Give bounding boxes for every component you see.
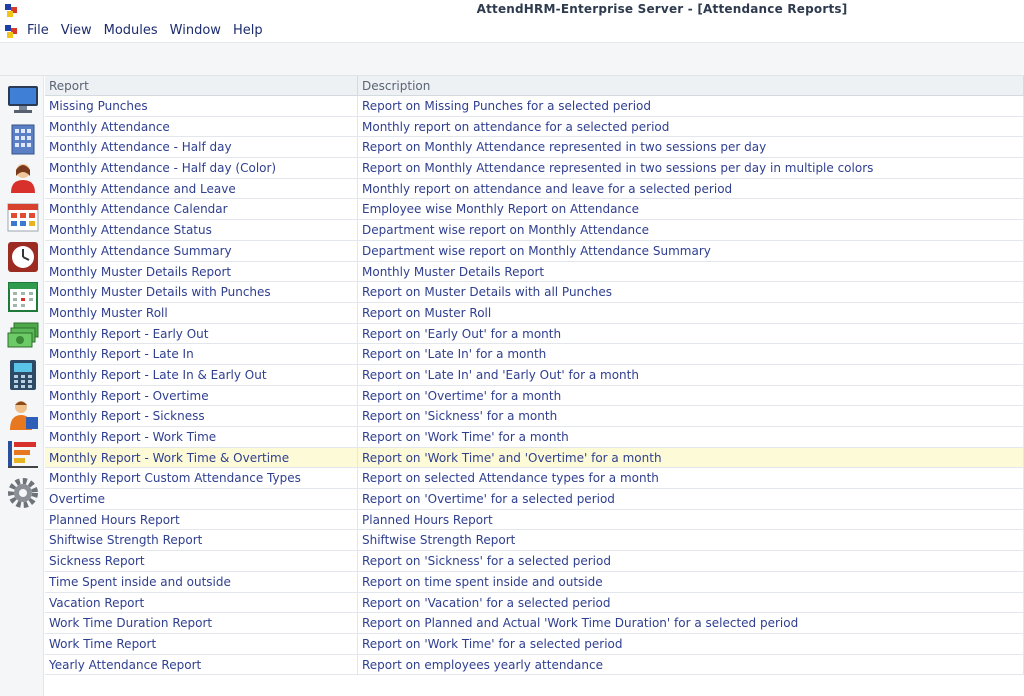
report-name-cell[interactable]: Monthly Attendance Status [45,220,358,240]
table-row[interactable] [45,199,1024,220]
report-name-cell[interactable]: Vacation Report [45,593,358,613]
report-name-cell[interactable]: Sickness Report [45,551,358,571]
report-description-cell[interactable]: Report on 'Overtime' for a month [358,386,1024,406]
report-name-cell[interactable]: Monthly Muster Roll [45,303,358,323]
report-description-cell[interactable]: Report on 'Late In' for a month [358,344,1024,364]
report-name-cell[interactable]: Monthly Report - Sickness [45,406,358,426]
table-row[interactable] [45,510,1024,531]
report-description-cell[interactable]: Report on Planned and Actual 'Work Time Duration' for a selected period [358,613,1024,633]
table-row[interactable] [45,365,1024,386]
menu-bar [0,20,1024,42]
report-name-cell[interactable]: Monthly Report - Overtime [45,386,358,406]
table-row[interactable] [45,551,1024,572]
report-name-cell[interactable]: Work Time Report [45,634,358,654]
table-row[interactable] [45,593,1024,614]
table-row[interactable] [45,241,1024,262]
report-name-cell[interactable]: Monthly Muster Details with Punches [45,282,358,302]
column-header-description[interactable]: Description [358,76,1024,95]
report-description-cell[interactable]: Employee wise Monthly Report on Attendance [358,199,1024,219]
report-description-cell[interactable]: Report on employees yearly attendance [358,655,1024,675]
report-name-cell[interactable]: Monthly Report - Late In & Early Out [45,365,358,385]
report-name-cell[interactable]: Monthly Attendance - Half day [45,137,358,157]
report-name-cell[interactable]: Monthly Attendance Summary [45,241,358,261]
table-row[interactable] [45,613,1024,634]
report-name-cell[interactable]: Overtime [45,489,358,509]
grid-header [45,76,1024,96]
table-row[interactable] [45,386,1024,407]
calendar-icon[interactable] [6,200,40,234]
report-description-cell[interactable]: Report on Missing Punches for a selected period [358,96,1024,116]
terminal-icon[interactable] [6,358,40,392]
table-row[interactable] [45,448,1024,469]
menu-file[interactable]: File [27,23,49,38]
report-name-cell[interactable]: Shiftwise Strength Report [45,530,358,550]
employee-icon[interactable] [6,160,40,194]
report-name-cell[interactable]: Missing Punches [45,96,358,116]
table-row[interactable] [45,158,1024,179]
table-row[interactable] [45,489,1024,510]
table-row[interactable] [45,530,1024,551]
report-description-cell[interactable]: Report on 'Late In' and 'Early Out' for a month [358,365,1024,385]
report-description-cell[interactable]: Planned Hours Report [358,510,1024,530]
report-description-cell[interactable]: Report on Muster Roll [358,303,1024,323]
report-name-cell[interactable]: Monthly Report - Work Time [45,427,358,447]
table-row[interactable] [45,572,1024,593]
report-name-cell[interactable]: Monthly Report - Work Time & Overtime [45,448,358,468]
report-name-cell[interactable]: Monthly Report - Early Out [45,324,358,344]
table-row[interactable] [45,655,1024,676]
table-row[interactable] [45,406,1024,427]
table-row[interactable] [45,344,1024,365]
table-row[interactable] [45,634,1024,655]
report-name-cell[interactable]: Monthly Muster Details Report [45,262,358,282]
report-description-cell[interactable]: Report on 'Sickness' for a month [358,406,1024,426]
report-description-cell[interactable]: Monthly report on attendance and leave for a selected period [358,179,1024,199]
report-description-cell[interactable]: Report on Muster Details with all Punches [358,282,1024,302]
report-name-cell[interactable]: Time Spent inside and outside [45,572,358,592]
reports-grid [45,76,1024,696]
report-description-cell[interactable]: Monthly report on attendance for a selected period [358,117,1024,137]
table-row[interactable] [45,262,1024,283]
report-name-cell[interactable]: Monthly Report Custom Attendance Types [45,468,358,488]
report-description-cell[interactable]: Shiftwise Strength Report [358,530,1024,550]
schedule-icon[interactable] [6,280,40,314]
table-row[interactable] [45,427,1024,448]
report-description-cell[interactable]: Report on 'Work Time' and 'Overtime' for a month [358,448,1024,468]
user-manager-icon[interactable] [6,397,40,431]
main-menu [27,22,275,39]
report-description-cell[interactable]: Department wise report on Monthly Attendance [358,220,1024,240]
report-description-cell[interactable]: Report on 'Vacation' for a selected period [358,593,1024,613]
report-description-cell[interactable]: Report on Monthly Attendance represented in two sessions per day in multiple colors [358,158,1024,178]
table-row[interactable] [45,324,1024,345]
table-row[interactable] [45,468,1024,489]
title-bar [0,0,1024,20]
menu-modules[interactable]: Modules [103,23,158,38]
report-name-cell[interactable]: Monthly Report - Late In [45,344,358,364]
table-row[interactable] [45,220,1024,241]
report-description-cell[interactable]: Report on 'Sickness' for a selected period [358,551,1024,571]
building-icon[interactable] [6,122,40,156]
table-row[interactable] [45,282,1024,303]
monitor-icon[interactable] [6,82,40,116]
report-description-cell[interactable]: Report on Monthly Attendance represented in two sessions per day [358,137,1024,157]
grid-footer [45,675,1024,696]
report-description-cell[interactable]: Report on 'Work Time' for a selected period [358,634,1024,654]
report-name-cell[interactable]: Work Time Duration Report [45,613,358,633]
money-icon[interactable] [6,319,40,353]
report-description-cell[interactable]: Monthly Muster Details Report [358,262,1024,282]
report-description-cell[interactable]: Report on time spent inside and outside [358,572,1024,592]
report-name-cell[interactable]: Monthly Attendance Calendar [45,199,358,219]
table-row[interactable] [45,303,1024,324]
clock-icon[interactable] [6,240,40,274]
column-header-report[interactable]: Report [45,76,358,95]
document-icon[interactable] [4,23,20,39]
report-description-cell[interactable]: Report on 'Early Out' for a month [358,324,1024,344]
menu-window[interactable]: Window [169,23,221,38]
report-description-cell[interactable]: Report on selected Attendance types for a month [358,468,1024,488]
settings-icon[interactable] [6,476,40,510]
report-description-cell[interactable]: Report on 'Overtime' for a selected period [358,489,1024,509]
report-name-cell[interactable]: Monthly Attendance and Leave [45,179,358,199]
report-description-cell[interactable]: Report on 'Work Time' for a month [358,427,1024,447]
report-name-cell[interactable]: Monthly Attendance - Half day (Color) [45,158,358,178]
report-name-cell[interactable]: Planned Hours Report [45,510,358,530]
table-row[interactable] [45,96,1024,117]
menu-help[interactable]: Help [232,23,263,38]
window-title: AttendHRM-Enterprise Server - [Attendance Reports] [476,2,848,16]
toolbar-area [0,42,1024,76]
report-name-cell[interactable]: Yearly Attendance Report [45,655,358,675]
table-row[interactable] [45,117,1024,138]
report-icon[interactable] [6,437,40,471]
table-row[interactable] [45,137,1024,158]
report-name-cell[interactable]: Monthly Attendance [45,117,358,137]
report-description-cell[interactable]: Department wise report on Monthly Attendance Summary [358,241,1024,261]
table-row[interactable] [45,179,1024,200]
grid-body [45,96,1024,675]
module-sidebar [0,76,44,696]
menu-view[interactable]: View [60,23,92,38]
